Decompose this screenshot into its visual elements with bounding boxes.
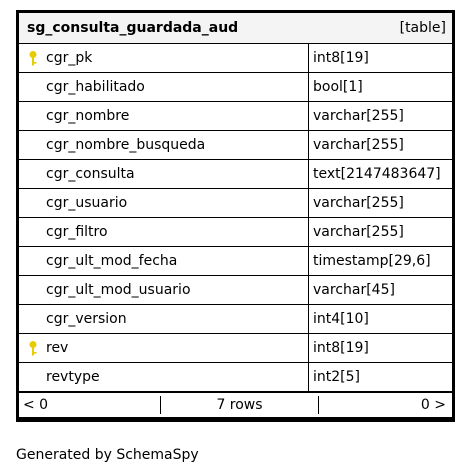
column-name: cgr_filtro (46, 224, 108, 240)
column-row[interactable] (19, 160, 452, 189)
column-name: cgr_nombre (46, 108, 130, 124)
table-name: sg_consulta_guardada_aud (27, 20, 239, 36)
table-kind: [table] (399, 20, 446, 36)
column-name-cell (19, 160, 309, 188)
column-name-cell (19, 73, 309, 101)
column-name-cell (19, 334, 309, 362)
column-type: timestamp[29,6] (313, 253, 431, 269)
column-type: int8[19] (313, 50, 369, 66)
column-name-cell (19, 363, 309, 391)
column-type: bool[1] (313, 79, 363, 95)
key-icon (28, 340, 38, 356)
column-row[interactable] (19, 189, 452, 218)
column-row[interactable] (19, 305, 452, 334)
columns-list (19, 44, 452, 393)
next-relations[interactable]: 0 > (420, 397, 446, 413)
column-name: cgr_consulta (46, 166, 135, 182)
key-icon-slot (19, 50, 46, 66)
column-name-cell (19, 102, 309, 130)
column-name: cgr_usuario (46, 195, 128, 211)
generated-by-note: Generated by SchemaSpy (16, 447, 199, 463)
column-type: varchar[255] (313, 195, 404, 211)
column-row[interactable] (19, 276, 452, 305)
column-name-cell (19, 276, 309, 304)
column-name: cgr_nombre_busqueda (46, 137, 206, 153)
column-name: rev (46, 340, 69, 356)
key-icon (28, 50, 38, 66)
table-footer (19, 393, 452, 419)
column-name: cgr_pk (46, 50, 93, 66)
column-name-cell (19, 218, 309, 246)
key-icon-slot (19, 340, 46, 356)
column-row[interactable] (19, 131, 452, 160)
column-type: text[2147483647] (313, 166, 441, 182)
column-type: varchar[255] (313, 224, 404, 240)
column-name-cell (19, 131, 309, 159)
column-row[interactable] (19, 44, 452, 73)
column-name-cell (19, 44, 309, 72)
column-row[interactable] (19, 73, 452, 102)
prev-relations[interactable]: < 0 (19, 396, 161, 414)
column-row[interactable] (19, 247, 452, 276)
table-header (19, 13, 452, 44)
row-count: 7 rows (161, 396, 319, 414)
schema-table (16, 10, 455, 422)
column-type: int2[5] (313, 369, 360, 385)
column-name-cell (19, 247, 309, 275)
column-name: cgr_version (46, 311, 127, 327)
column-row[interactable] (19, 334, 452, 363)
column-name: cgr_ult_mod_fecha (46, 253, 178, 269)
column-name: cgr_ult_mod_usuario (46, 282, 191, 298)
column-row[interactable] (19, 218, 452, 247)
column-row[interactable] (19, 102, 452, 131)
column-type: int8[19] (313, 340, 369, 356)
column-type: varchar[255] (313, 137, 404, 153)
column-type: varchar[255] (313, 108, 404, 124)
column-type: int4[10] (313, 311, 369, 327)
column-name-cell (19, 305, 309, 333)
column-type: varchar[45] (313, 282, 395, 298)
column-name: revtype (46, 369, 100, 385)
column-row[interactable] (19, 363, 452, 393)
column-name: cgr_habilitado (46, 79, 145, 95)
column-name-cell (19, 189, 309, 217)
